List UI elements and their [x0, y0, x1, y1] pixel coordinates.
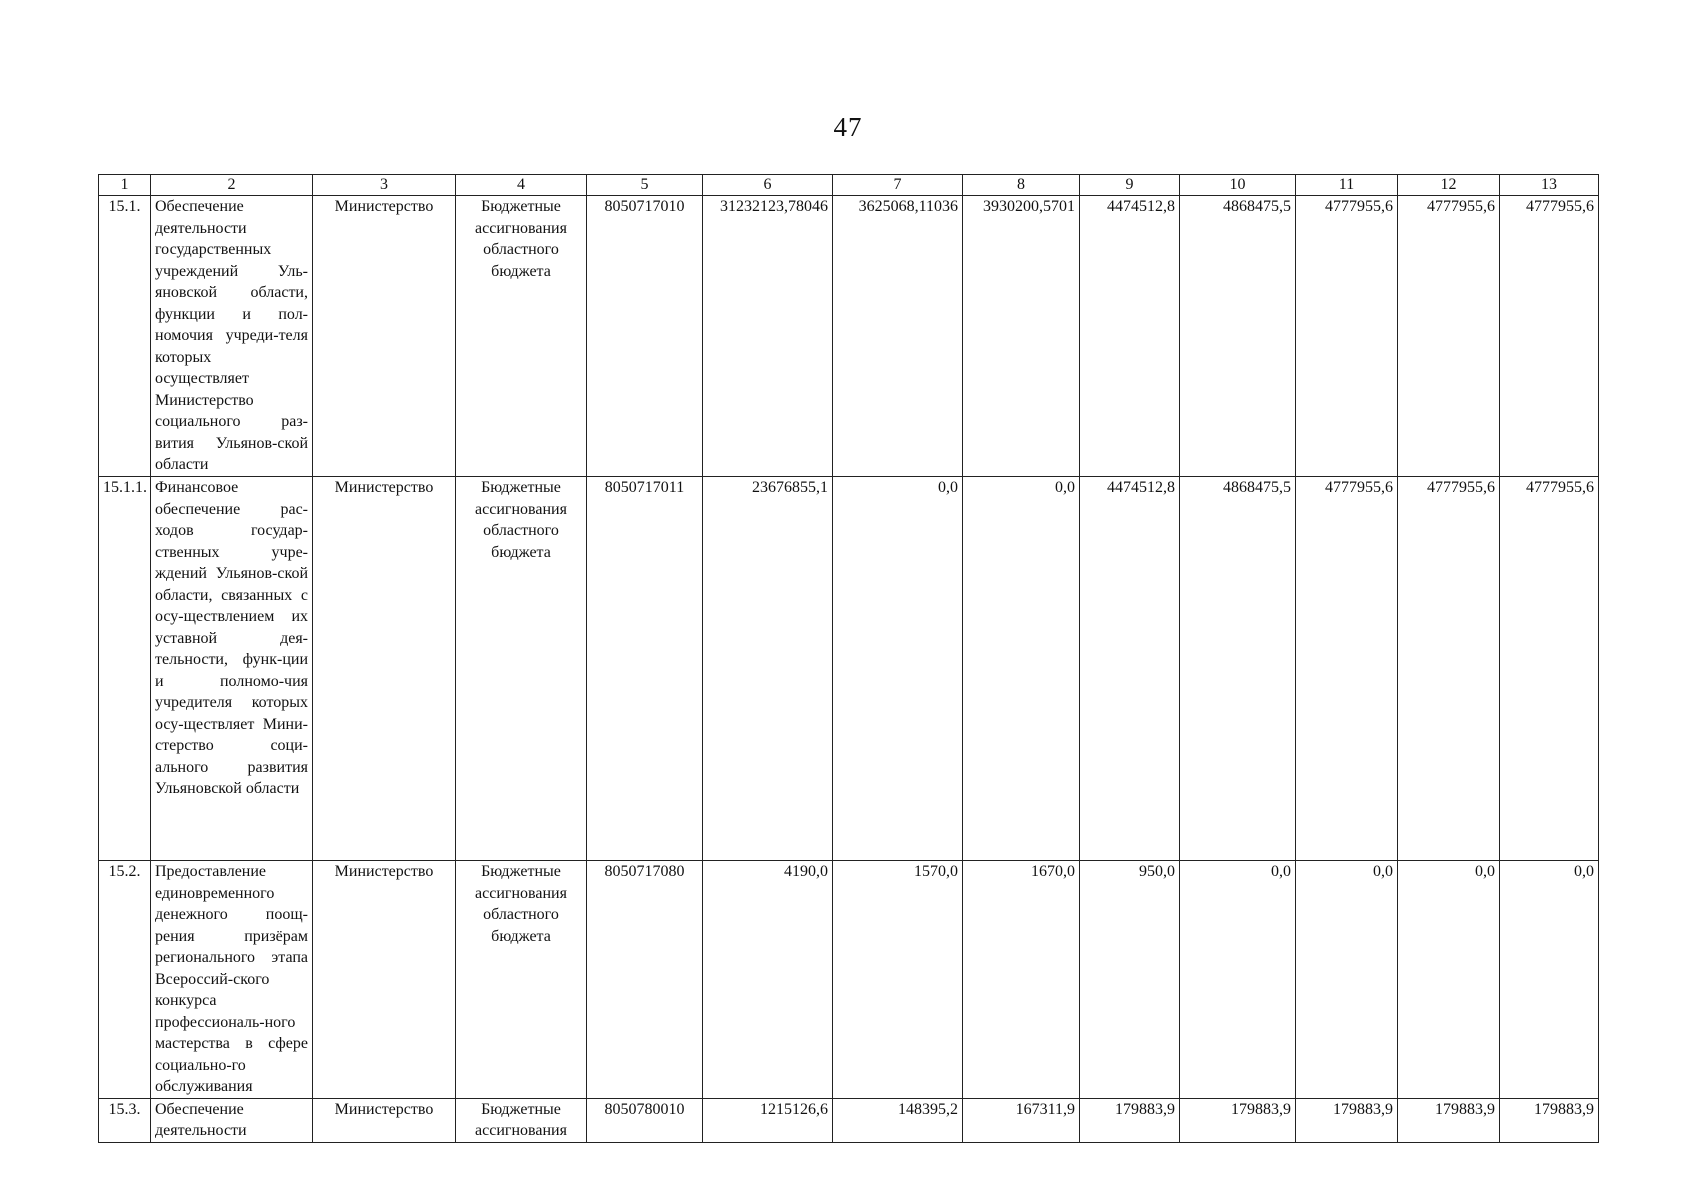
header-cell: 4 — [456, 175, 587, 196]
row-executor: Министерство — [313, 1098, 456, 1142]
row-value: 179883,9 — [1500, 1098, 1599, 1142]
row-value: 179883,9 — [1398, 1098, 1500, 1142]
row-value: 4474512,8 — [1080, 477, 1180, 861]
row-value: 179883,9 — [1180, 1098, 1296, 1142]
row-value: 4777955,6 — [1398, 477, 1500, 861]
row-value: 4777955,6 — [1500, 477, 1599, 861]
table-row — [99, 196, 1599, 477]
row-description: Обеспечение деятельности — [151, 1098, 313, 1142]
row-value: 3930200,5701 — [963, 196, 1080, 477]
row-source: Бюджетные ассигнования областного бюджета — [456, 861, 587, 1099]
header-cell: 6 — [703, 175, 833, 196]
row-number: 15.1. — [99, 196, 151, 477]
row-value: 0,0 — [1500, 861, 1599, 1099]
header-cell: 7 — [833, 175, 963, 196]
row-executor: Министерство — [313, 196, 456, 477]
table-row — [99, 1098, 1599, 1142]
header-row — [99, 175, 1599, 196]
row-value: 3625068,11036 — [833, 196, 963, 477]
row-source: Бюджетные ассигнования — [456, 1098, 587, 1142]
row-executor: Министерство — [313, 477, 456, 861]
row-value: 179883,9 — [1296, 1098, 1398, 1142]
row-number: 15.3. — [99, 1098, 151, 1142]
row-value: 0,0 — [1296, 861, 1398, 1099]
row-value: 1570,0 — [833, 861, 963, 1099]
row-value: 4777955,6 — [1500, 196, 1599, 477]
row-number: 15.2. — [99, 861, 151, 1099]
row-description: Обеспечение деятельности государственных учреждений Уль-яновской области, функции и пол-номочия учреди-теля которых осуществляет Министерство социального раз-вития Ульянов-ской области — [151, 196, 313, 477]
header-cell: 10 — [1180, 175, 1296, 196]
header-cell: 8 — [963, 175, 1080, 196]
row-value: 0,0 — [963, 477, 1080, 861]
row-value: 167311,9 — [963, 1098, 1080, 1142]
header-cell: 12 — [1398, 175, 1500, 196]
row-value: 31232123,78046 — [703, 196, 833, 477]
header-cell: 1 — [99, 175, 151, 196]
row-value: 4777955,6 — [1296, 196, 1398, 477]
row-value: 179883,9 — [1080, 1098, 1180, 1142]
row-value: 1670,0 — [963, 861, 1080, 1099]
row-source: Бюджетные ассигнования областного бюджета — [456, 477, 587, 861]
table-row — [99, 861, 1599, 1099]
header-cell: 9 — [1080, 175, 1180, 196]
row-value: 4868475,5 — [1180, 477, 1296, 861]
row-value: 4777955,6 — [1398, 196, 1500, 477]
header-cell: 11 — [1296, 175, 1398, 196]
row-source: Бюджетные ассигнования областного бюджета — [456, 196, 587, 477]
row-value: 4868475,5 — [1180, 196, 1296, 477]
row-executor: Министерство — [313, 861, 456, 1099]
row-code: 8050717080 — [587, 861, 703, 1099]
row-description: Финансовое обеспечение рас-ходов государ-ственных учре-ждений Ульянов-ской области, связанных с осу-ществлением их уставной дея-тельности, функ-ции и полномо-чия учредителя которых осу-ществляет Мини-стерство соци-ального развития Ульяновской области — [151, 477, 313, 861]
row-value: 4190,0 — [703, 861, 833, 1099]
row-number: 15.1.1. — [99, 477, 151, 861]
table-row — [99, 477, 1599, 861]
header-cell: 13 — [1500, 175, 1599, 196]
row-value: 148395,2 — [833, 1098, 963, 1142]
row-code: 8050717011 — [587, 477, 703, 861]
header-cell: 2 — [151, 175, 313, 196]
row-value: 4777955,6 — [1296, 477, 1398, 861]
row-value: 0,0 — [1398, 861, 1500, 1099]
row-value: 4474512,8 — [1080, 196, 1180, 477]
row-code: 8050780010 — [587, 1098, 703, 1142]
budget-table — [98, 174, 1599, 1143]
row-description: Предоставление единовременного денежного поощ-рения призёрам регионального этапа Всероссий-ского конкурса профессиональ-ного мастерства в сфере социально-го обслуживания — [151, 861, 313, 1099]
row-value: 950,0 — [1080, 861, 1180, 1099]
row-value: 0,0 — [1180, 861, 1296, 1099]
header-cell: 5 — [587, 175, 703, 196]
row-value: 0,0 — [833, 477, 963, 861]
row-value: 1215126,6 — [703, 1098, 833, 1142]
row-value: 23676855,1 — [703, 477, 833, 861]
page-number: 47 — [833, 112, 863, 142]
header-cell: 3 — [313, 175, 456, 196]
row-code: 8050717010 — [587, 196, 703, 477]
